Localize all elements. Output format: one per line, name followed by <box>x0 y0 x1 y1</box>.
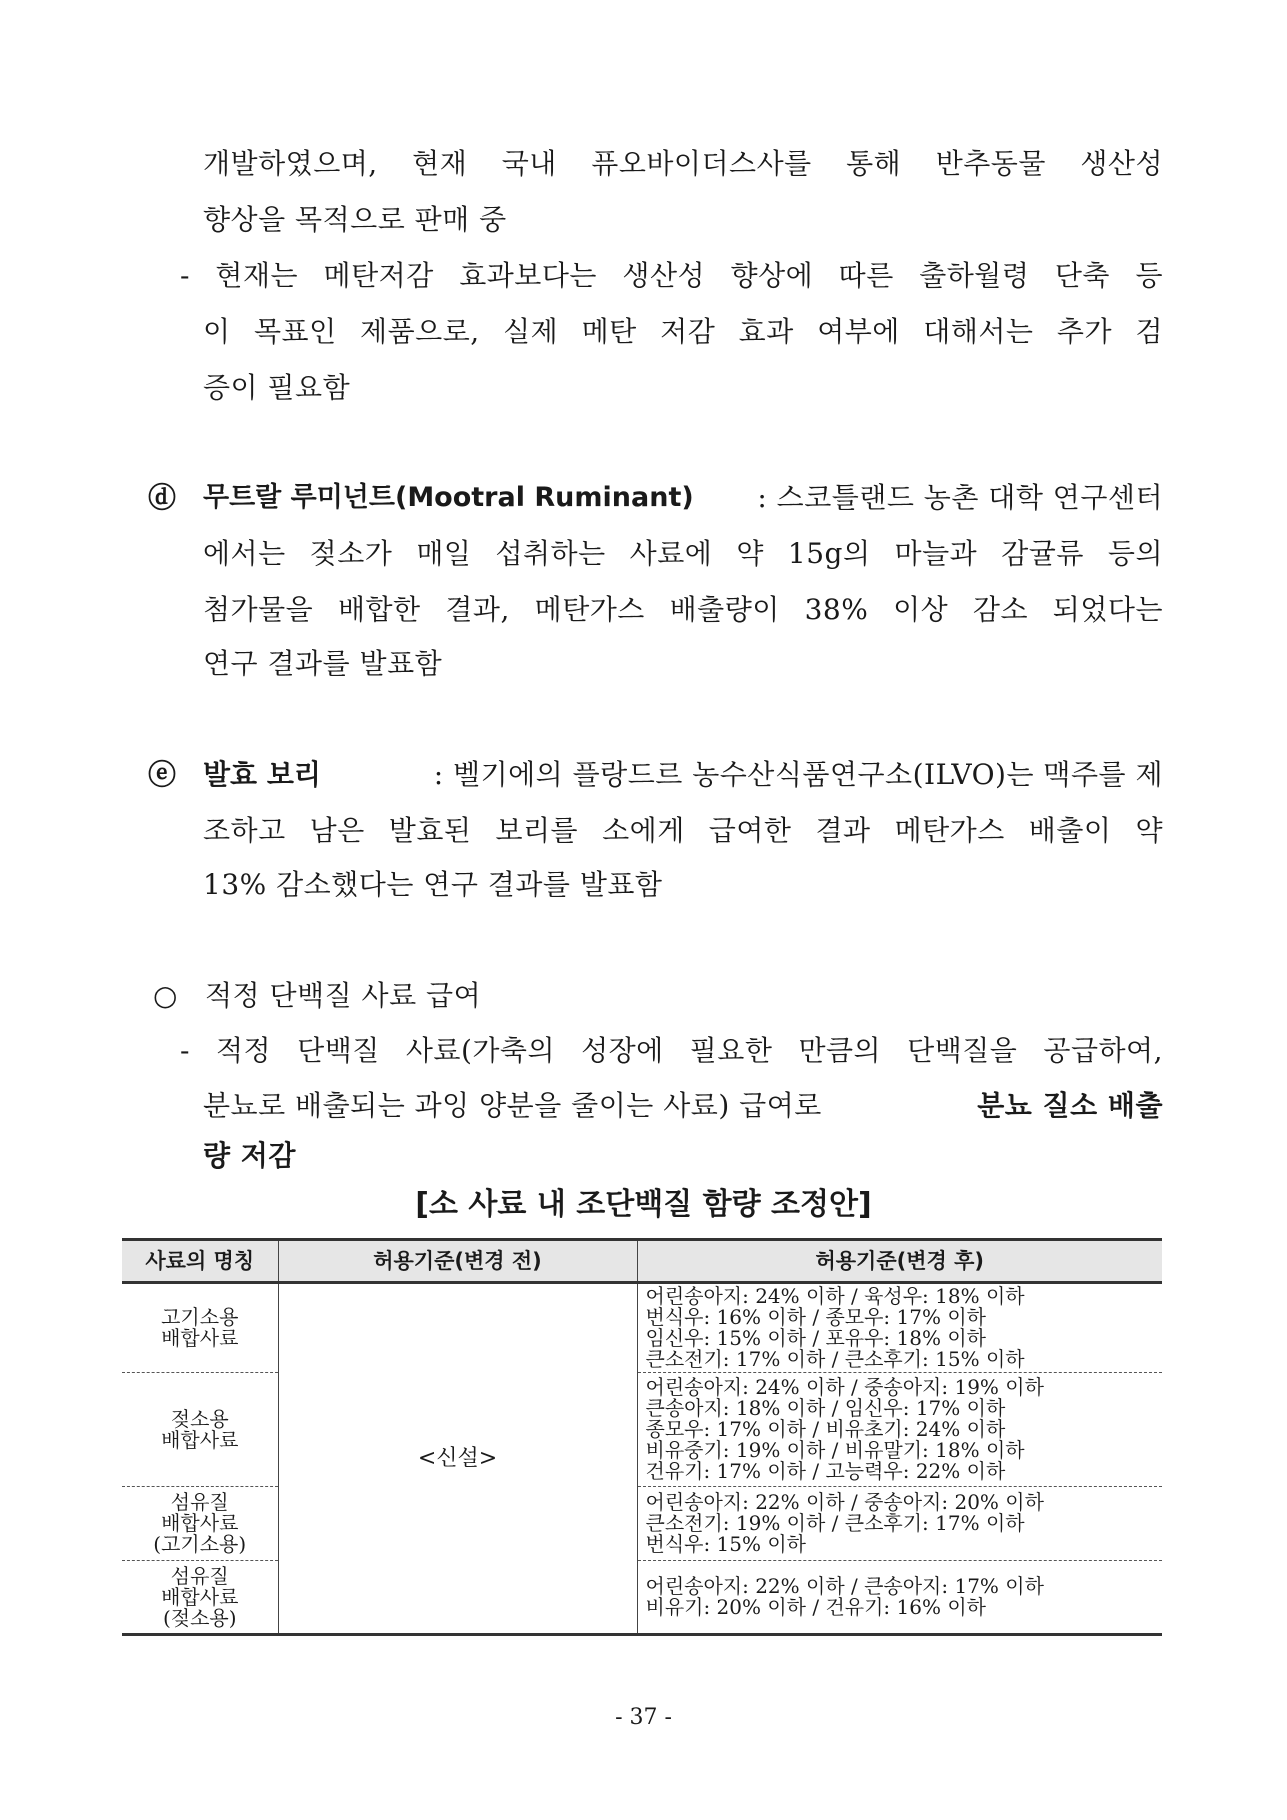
note-line-3: 증이 필요함 <box>203 371 351 404</box>
row-name: 섬유질 배합사료 (젖소용) <box>122 1561 278 1635</box>
row-name: 고기소용 배합사료 <box>122 1283 278 1373</box>
page-number: - 37 - <box>615 1705 672 1730</box>
note-line-1: - 현재는 메탄저감 효과보다는 생산성 향상에 따른 출하월령 단축 등 <box>180 259 1163 292</box>
item-e-marker: ⓔ <box>148 758 177 791</box>
header-feed-name: 사료의 명칭 <box>122 1240 278 1283</box>
protein-table <box>122 1238 1162 1636</box>
row-after: 어린송아지: 22% 이하 / 중송아지: 20% 이하 큰소전기: 19% 이하 / 큰소후기: 17% 이하 번식우: 15% 이하 <box>637 1487 1162 1561</box>
table-title: [소 사료 내 조단백질 함량 조정안] <box>415 1187 872 1222</box>
bullet-sub-line-1: - 적정 단백질 사료(가축의 성장에 필요한 만큼의 단백질을 공급하여, <box>180 1034 1163 1067</box>
item-e-line-3: 13% 감소했다는 연구 결과를 발표함 <box>203 868 663 901</box>
bullet-sub-line-3: 량 저감 <box>203 1139 296 1172</box>
note-line-2: 이 목표인 제품으로, 실제 메탄 저감 효과 여부에 대해서는 추가 검 <box>203 315 1163 348</box>
item-d-marker: ⓓ <box>148 481 177 514</box>
bullet-heading <box>153 978 481 1014</box>
item-d-first-rest: : 스코틀랜드 농촌 대학 연구센터 <box>757 481 1163 514</box>
bullet-sub-bold: 분뇨 질소 배출 <box>977 1089 1163 1122</box>
row-after: 어린송아지: 22% 이하 / 큰송아지: 17% 이하 비유기: 20% 이하 / 건유기: 16% 이하 <box>637 1561 1162 1635</box>
item-e-line-2: 조하고 남은 발효된 보리를 소에게 급여한 결과 메탄가스 배출이 약 <box>203 814 1163 847</box>
item-e-first-rest: : 벨기에의 플랑드르 농수산식품연구소(ILVO)는 맥주를 제 <box>433 758 1163 791</box>
item-d-title: 무트랄 루미넌트(Mootral Ruminant) <box>203 482 694 513</box>
item-e-title: 발효 보리 <box>203 758 321 791</box>
header-before: 허용기준(변경 전) <box>278 1240 637 1283</box>
intro-line-1: 개발하였으며, 현재 국내 퓨오바이더스사를 통해 반추동물 생산성 <box>203 147 1163 180</box>
item-d-line-2: 에서는 젖소가 매일 섭취하는 사료에 약 15g의 마늘과 감귤류 등의 <box>203 537 1163 570</box>
row-name: 섬유질 배합사료 (고기소용) <box>122 1487 278 1561</box>
table-row <box>122 1283 1162 1373</box>
item-d-line-4: 연구 결과를 발표함 <box>203 647 443 680</box>
intro-line-2: 향상을 목적으로 판매 중 <box>203 203 507 236</box>
header-after: 허용기준(변경 후) <box>637 1240 1162 1283</box>
bullet-text: 적정 단백질 사료 급여 <box>205 979 482 1012</box>
row-name: 젖소용 배합사료 <box>122 1373 278 1487</box>
item-e-first-line <box>148 757 1163 793</box>
item-d-first-line <box>148 480 1163 516</box>
row-after: 어린송아지: 24% 이하 / 육성우: 18% 이하 번식우: 16% 이하 / 종모우: 17% 이하 임신우: 15% 이하 / 포유우: 18% 이하 큰소전기: 17% 이하 / 큰소후기: 15% 이하 <box>637 1283 1162 1373</box>
bullet-sub-line-2 <box>203 1088 1163 1124</box>
row-after: 어린송아지: 24% 이하 / 중송아지: 19% 이하 큰송아지: 18% 이하 / 임신우: 17% 이하 종모우: 17% 이하 / 비유초기: 24% 이하 비유중기: 19% 이하 / 비유말기: 18% 이하 건유기: 17% 이하 / 고능력우: 22% 이하 <box>637 1373 1162 1487</box>
bullet-sub-plain: 분뇨로 배출되는 과잉 양분을 줄이는 사료) 급여로 <box>203 1089 822 1122</box>
bullet-circle-icon: ○ <box>153 979 178 1012</box>
item-d-line-3: 첨가물을 배합한 결과, 메탄가스 배출량이 38% 이상 감소 되었다는 <box>203 593 1163 626</box>
before-value-new: <신설> <box>278 1283 637 1635</box>
